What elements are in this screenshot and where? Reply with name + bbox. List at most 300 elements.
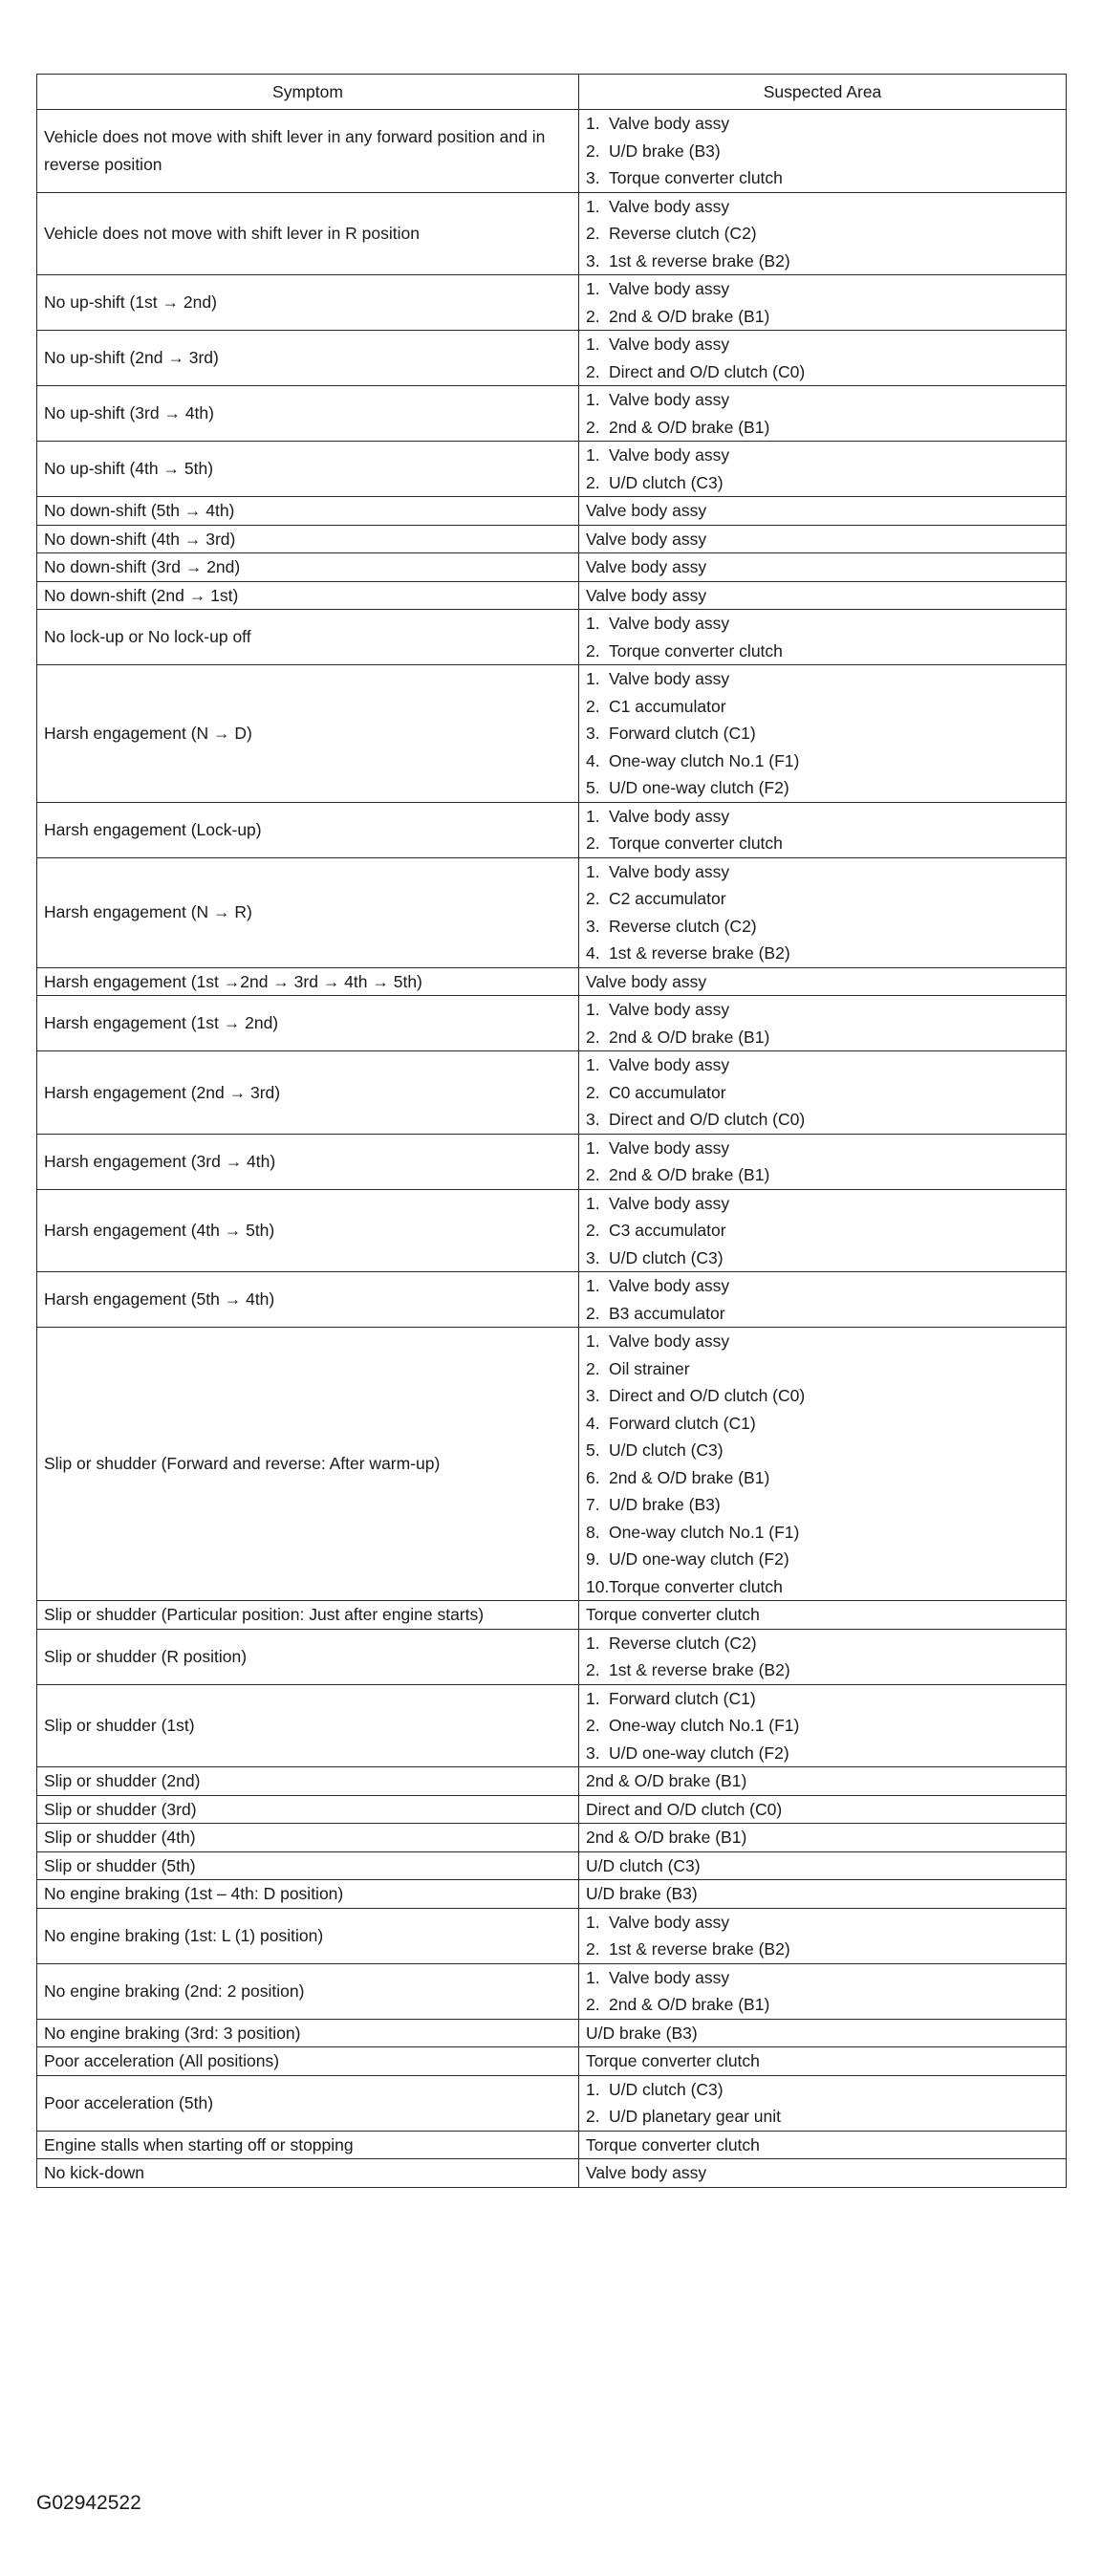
item-text: Direct and O/D clutch (C0) — [609, 1110, 806, 1129]
list-item — [586, 610, 1059, 638]
list-item — [586, 858, 1059, 886]
suspected-area-cell — [579, 1629, 1067, 1684]
list-item — [586, 1491, 1059, 1519]
suspected-area-cell: Torque converter clutch — [579, 1601, 1067, 1630]
item-text: Valve body assy — [609, 1055, 730, 1074]
item-number: 2. — [586, 1660, 600, 1679]
list-item — [586, 469, 1059, 497]
list-item — [586, 1328, 1059, 1355]
suspected-area-cell: Valve body assy — [579, 525, 1067, 553]
item-text: 1st & reverse brake (B2) — [609, 943, 790, 963]
item-text: Reverse clutch (C2) — [609, 1633, 757, 1653]
item-text: Torque converter clutch — [609, 833, 783, 853]
table-row — [37, 331, 1067, 386]
item-number: 1. — [586, 1688, 600, 1708]
suspected-area-cell — [579, 857, 1067, 967]
list-item — [586, 830, 1059, 857]
item-text: One-way clutch No.1 (F1) — [609, 1716, 800, 1735]
item-number: 9. — [586, 1549, 600, 1569]
suspected-area-list — [586, 996, 1059, 1050]
table-row — [37, 1629, 1067, 1684]
list-item — [586, 996, 1059, 1024]
table-row — [37, 1189, 1067, 1272]
table-row — [37, 442, 1067, 497]
suspected-area-cell: Valve body assy — [579, 581, 1067, 610]
item-number: 4. — [586, 1413, 600, 1433]
item-text: U/D clutch (C3) — [609, 1440, 724, 1460]
list-item — [586, 1355, 1059, 1383]
item-number: 1. — [586, 1276, 600, 1295]
list-item — [586, 358, 1059, 386]
list-item — [586, 248, 1059, 275]
table-row — [37, 1328, 1067, 1601]
suspected-area-list — [586, 1190, 1059, 1272]
item-text: Valve body assy — [609, 1331, 730, 1351]
suspected-area-list — [586, 386, 1059, 441]
item-number: 2. — [586, 1082, 600, 1102]
list-item — [586, 1382, 1059, 1410]
item-number: 6. — [586, 1467, 600, 1487]
list-item — [586, 164, 1059, 192]
list-item — [586, 1573, 1059, 1601]
list-item — [586, 885, 1059, 913]
item-number: 2. — [586, 1995, 600, 2014]
list-item — [586, 2103, 1059, 2131]
item-text: 2nd & O/D brake (B1) — [609, 1467, 770, 1487]
suspected-area-cell: U/D clutch (C3) — [579, 1851, 1067, 1880]
item-text: U/D clutch (C3) — [609, 2079, 724, 2099]
header-row — [37, 75, 1067, 110]
suspected-area-cell — [579, 331, 1067, 386]
suspected-area-cell — [579, 192, 1067, 275]
item-text: 2nd & O/D brake (B1) — [609, 306, 770, 326]
symptom-cell: No up-shift (2nd → 3rd) — [37, 331, 579, 386]
list-item — [586, 803, 1059, 831]
table-row — [37, 2159, 1067, 2188]
suspected-area-list — [586, 1328, 1059, 1600]
symptom-cell: Slip or shudder (Forward and reverse: After warm-up) — [37, 1328, 579, 1601]
item-number: 2. — [586, 1165, 600, 1184]
symptom-cell: Harsh engagement (4th → 5th) — [37, 1189, 579, 1272]
list-item — [586, 1024, 1059, 1051]
suspected-area-cell — [579, 2075, 1067, 2131]
symptom-cell: Vehicle does not move with shift lever in R position — [37, 192, 579, 275]
suspected-area-cell — [579, 665, 1067, 803]
item-text: Reverse clutch (C2) — [609, 224, 757, 243]
symptom-cell: Harsh engagement (N → D) — [37, 665, 579, 803]
item-text: 1st & reverse brake (B2) — [609, 250, 790, 271]
list-item — [586, 1712, 1059, 1740]
list-item — [586, 1630, 1059, 1657]
list-item — [586, 414, 1059, 442]
suspected-area-cell — [579, 386, 1067, 442]
suspected-area-list — [586, 803, 1059, 857]
list-item — [586, 110, 1059, 138]
item-number: 3. — [586, 724, 600, 743]
symptom-cell: Harsh engagement (1st → 2nd) — [37, 996, 579, 1051]
item-number: 4. — [586, 750, 600, 770]
table-row — [37, 581, 1067, 610]
table-row — [37, 610, 1067, 665]
symptom-cell: Harsh engagement (1st →2nd → 3rd → 4th → 5th) — [37, 967, 579, 996]
item-text: U/D one-way clutch (F2) — [609, 778, 789, 797]
item-text: C2 accumulator — [609, 889, 726, 908]
list-item — [586, 303, 1059, 331]
suspected-area-cell — [579, 1684, 1067, 1767]
table-row — [37, 192, 1067, 275]
symptom-cell: Harsh engagement (2nd → 3rd) — [37, 1051, 579, 1135]
item-text: Valve body assy — [609, 1912, 730, 1932]
item-text: Valve body assy — [609, 114, 730, 133]
symptom-cell: No up-shift (1st → 2nd) — [37, 275, 579, 331]
figure-id: G02942522 — [36, 2492, 141, 2514]
table-row — [37, 2131, 1067, 2159]
item-number: 1. — [586, 196, 600, 216]
item-text: Valve body assy — [609, 279, 730, 298]
list-item — [586, 1245, 1059, 1272]
table-row — [37, 1134, 1067, 1189]
list-item — [586, 693, 1059, 721]
list-item — [586, 1300, 1059, 1328]
item-number: 2. — [586, 1716, 600, 1735]
suspected-area-list — [586, 1964, 1059, 2019]
suspected-area-list — [586, 1135, 1059, 1189]
item-number: 2. — [586, 889, 600, 908]
item-text: Valve body assy — [609, 1193, 730, 1213]
suspected-area-cell: Torque converter clutch — [579, 2047, 1067, 2076]
list-item — [586, 1135, 1059, 1162]
suspected-area-cell: U/D brake (B3) — [579, 2019, 1067, 2047]
list-item — [586, 331, 1059, 358]
table-row — [37, 1051, 1067, 1135]
list-item — [586, 1685, 1059, 1713]
item-text: Valve body assy — [609, 669, 730, 688]
list-item — [586, 1106, 1059, 1134]
list-item — [586, 2076, 1059, 2104]
item-number: 3. — [586, 1110, 600, 1129]
suspected-area-cell: 2nd & O/D brake (B1) — [579, 1824, 1067, 1852]
item-text: Oil strainer — [609, 1358, 690, 1378]
item-text: U/D clutch (C3) — [609, 1247, 724, 1267]
table-row — [37, 1908, 1067, 1963]
suspected-area-list — [586, 442, 1059, 496]
list-item — [586, 386, 1059, 414]
suspected-area-cell — [579, 1963, 1067, 2019]
item-text: Valve body assy — [609, 1000, 730, 1019]
item-number: 2. — [586, 141, 600, 161]
item-text: Forward clutch (C1) — [609, 1688, 756, 1708]
item-number: 2. — [586, 361, 600, 381]
suspected-area-cell: Torque converter clutch — [579, 2131, 1067, 2159]
list-item — [586, 1410, 1059, 1438]
item-number: 1. — [586, 2079, 600, 2099]
symptom-cell: Poor acceleration (All positions) — [37, 2047, 579, 2076]
item-text: 2nd & O/D brake (B1) — [609, 1027, 770, 1047]
suspected-area-list — [586, 110, 1059, 192]
table-row — [37, 802, 1067, 857]
item-number: 2. — [586, 1221, 600, 1240]
item-number: 2. — [586, 224, 600, 243]
item-number: 1. — [586, 1137, 600, 1158]
item-number: 1. — [586, 1633, 600, 1653]
item-text: One-way clutch No.1 (F1) — [609, 1522, 800, 1542]
suspected-area-cell — [579, 1189, 1067, 1272]
list-item — [586, 638, 1059, 665]
item-text: Valve body assy — [609, 614, 730, 633]
item-text: Valve body assy — [609, 861, 730, 881]
suspected-area-cell — [579, 996, 1067, 1051]
suspected-area-cell — [579, 275, 1067, 331]
symptom-cell: Slip or shudder (R position) — [37, 1629, 579, 1684]
list-item — [586, 1991, 1059, 2019]
item-number: 3. — [586, 250, 600, 271]
item-number: 2. — [586, 306, 600, 326]
table-row — [37, 497, 1067, 526]
symptom-cell: No down-shift (3rd → 2nd) — [37, 553, 579, 582]
item-text: U/D one-way clutch (F2) — [609, 1549, 789, 1569]
item-number: 2. — [586, 1358, 600, 1378]
list-item — [586, 1656, 1059, 1684]
list-item — [586, 747, 1059, 775]
suspected-area-list — [586, 1051, 1059, 1134]
list-item — [586, 442, 1059, 469]
list-item — [586, 940, 1059, 967]
suspected-area-list — [586, 610, 1059, 664]
symptom-cell: No engine braking (1st: L (1) position) — [37, 1908, 579, 1963]
item-text: Valve body assy — [609, 335, 730, 354]
list-item — [586, 1272, 1059, 1300]
symptom-cell: No kick-down — [37, 2159, 579, 2188]
item-text: Valve body assy — [609, 806, 730, 826]
item-number: 1. — [586, 1967, 600, 1987]
table-row — [37, 967, 1067, 996]
item-text: C3 accumulator — [609, 1221, 726, 1240]
suspected-area-cell — [579, 610, 1067, 665]
item-number: 2. — [586, 1027, 600, 1047]
table-row — [37, 386, 1067, 442]
item-text: 1st & reverse brake (B2) — [609, 1939, 790, 1959]
suspected-area-cell: Direct and O/D clutch (C0) — [579, 1795, 1067, 1824]
diagnosis-table — [36, 74, 1067, 2188]
item-text: 1st & reverse brake (B2) — [609, 1660, 790, 1679]
suspected-area-cell — [579, 1908, 1067, 1963]
item-text: C1 accumulator — [609, 696, 726, 716]
item-text: Torque converter clutch — [609, 1576, 783, 1596]
item-number: 1. — [586, 279, 600, 298]
symptom-cell: No engine braking (3rd: 3 position) — [37, 2019, 579, 2047]
suspected-area-cell: Valve body assy — [579, 967, 1067, 996]
table-body — [37, 110, 1067, 2188]
table-row — [37, 1601, 1067, 1630]
suspected-area-list — [586, 858, 1059, 967]
suspected-area-list — [586, 1630, 1059, 1684]
item-number: 1. — [586, 390, 600, 409]
item-number: 4. — [586, 943, 600, 963]
list-item — [586, 1936, 1059, 1963]
item-number: 8. — [586, 1522, 600, 1542]
item-number: 3. — [586, 168, 600, 187]
list-item — [586, 1161, 1059, 1189]
symptom-cell: No up-shift (4th → 5th) — [37, 442, 579, 497]
item-text: One-way clutch No.1 (F1) — [609, 750, 800, 770]
item-number: 1. — [586, 669, 600, 688]
item-number: 2. — [586, 833, 600, 853]
list-item — [586, 1217, 1059, 1245]
item-text: U/D one-way clutch (F2) — [609, 1743, 789, 1763]
item-number: 2. — [586, 417, 600, 437]
symptom-cell: No engine braking (1st – 4th: D position) — [37, 1880, 579, 1909]
list-item — [586, 1546, 1059, 1573]
item-number: 2. — [586, 2107, 600, 2126]
item-text: Valve body assy — [609, 1137, 730, 1158]
item-number: 3. — [586, 1386, 600, 1405]
suspected-area-cell — [579, 1328, 1067, 1601]
suspected-area-cell: U/D brake (B3) — [579, 1880, 1067, 1909]
item-number: 3. — [586, 1743, 600, 1763]
symptom-cell: No down-shift (4th → 3rd) — [37, 525, 579, 553]
suspected-area-cell — [579, 1051, 1067, 1135]
item-number: 1. — [586, 1331, 600, 1351]
table-row — [37, 665, 1067, 803]
symptom-cell: Harsh engagement (Lock-up) — [37, 802, 579, 857]
symptom-cell: Engine stalls when starting off or stopping — [37, 2131, 579, 2159]
suspected-area-cell — [579, 110, 1067, 193]
list-item — [586, 1740, 1059, 1767]
item-text: Direct and O/D clutch (C0) — [609, 361, 806, 381]
symptom-cell: Harsh engagement (N → R) — [37, 857, 579, 967]
suspected-area-list — [586, 1685, 1059, 1767]
item-text: U/D clutch (C3) — [609, 472, 724, 492]
suspected-area-list — [586, 665, 1059, 802]
symptom-cell: No down-shift (2nd → 1st) — [37, 581, 579, 610]
symptom-cell: Slip or shudder (5th) — [37, 1851, 579, 1880]
table-row — [37, 1824, 1067, 1852]
list-item — [586, 774, 1059, 802]
list-item — [586, 1519, 1059, 1547]
symptom-cell: Slip or shudder (Particular position: Just after engine starts) — [37, 1601, 579, 1630]
suspected-area-list — [586, 1909, 1059, 1963]
item-number: 1. — [586, 335, 600, 354]
suspected-area-cell: Valve body assy — [579, 497, 1067, 526]
item-number: 1. — [586, 114, 600, 133]
item-text: Valve body assy — [609, 1276, 730, 1295]
table-row — [37, 110, 1067, 193]
table-row — [37, 2047, 1067, 2076]
table-row — [37, 275, 1067, 331]
table-row — [37, 1795, 1067, 1824]
item-number: 3. — [586, 916, 600, 936]
suspected-area-cell — [579, 442, 1067, 497]
symptom-cell: No up-shift (3rd → 4th) — [37, 386, 579, 442]
table-row — [37, 2019, 1067, 2047]
list-item — [586, 193, 1059, 221]
item-number: 7. — [586, 1495, 600, 1514]
list-item — [586, 1909, 1059, 1937]
symptom-cell: Poor acceleration (5th) — [37, 2075, 579, 2131]
item-text: Forward clutch (C1) — [609, 1413, 756, 1433]
item-number: 5. — [586, 1440, 600, 1460]
item-text: Valve body assy — [609, 390, 730, 409]
item-number: 2. — [586, 1303, 600, 1323]
table-row — [37, 2075, 1067, 2131]
symptom-cell: Slip or shudder (1st) — [37, 1684, 579, 1767]
item-text: U/D brake (B3) — [609, 141, 721, 161]
table-row — [37, 996, 1067, 1051]
list-item — [586, 1051, 1059, 1079]
symptom-cell: Slip or shudder (4th) — [37, 1824, 579, 1852]
list-item — [586, 1079, 1059, 1107]
table-row — [37, 525, 1067, 553]
item-number: 1. — [586, 1193, 600, 1213]
symptom-cell: Vehicle does not move with shift lever in any forward position and in reverse position — [37, 110, 579, 193]
item-text: 2nd & O/D brake (B1) — [609, 1165, 770, 1184]
suspected-area-cell — [579, 1272, 1067, 1328]
symptom-cell: Harsh engagement (3rd → 4th) — [37, 1134, 579, 1189]
list-item — [586, 665, 1059, 693]
item-text: U/D brake (B3) — [609, 1495, 721, 1514]
symptom-cell: No down-shift (5th → 4th) — [37, 497, 579, 526]
item-text: Torque converter clutch — [609, 640, 783, 660]
item-text: B3 accumulator — [609, 1303, 725, 1323]
symptom-header: Symptom — [37, 75, 579, 110]
item-text: Valve body assy — [609, 1967, 730, 1987]
list-item — [586, 1964, 1059, 1992]
item-number: 5. — [586, 778, 600, 797]
item-text: C0 accumulator — [609, 1082, 726, 1102]
item-number: 1. — [586, 1912, 600, 1932]
suspected-area-cell: Valve body assy — [579, 553, 1067, 582]
item-text: Valve body assy — [609, 445, 730, 465]
list-item — [586, 275, 1059, 303]
suspected-area-cell: Valve body assy — [579, 2159, 1067, 2188]
suspected-area-cell: 2nd & O/D brake (B1) — [579, 1767, 1067, 1796]
suspected-area-list — [586, 1272, 1059, 1327]
item-number: 2. — [586, 696, 600, 716]
item-text: Forward clutch (C1) — [609, 724, 756, 743]
item-number: 2. — [586, 1939, 600, 1959]
table-row — [37, 1963, 1067, 2019]
list-item — [586, 1437, 1059, 1464]
item-number: 1. — [586, 445, 600, 465]
item-text: U/D planetary gear unit — [609, 2107, 781, 2126]
table-row — [37, 1767, 1067, 1796]
suspected-area-list — [586, 331, 1059, 385]
table-row — [37, 1272, 1067, 1328]
list-item — [586, 220, 1059, 248]
item-text: Torque converter clutch — [609, 168, 783, 187]
suspected-area-list — [586, 193, 1059, 275]
item-text: 2nd & O/D brake (B1) — [609, 417, 770, 437]
item-text: Reverse clutch (C2) — [609, 916, 757, 936]
table-row — [37, 1880, 1067, 1909]
suspected-area-cell — [579, 802, 1067, 857]
list-item — [586, 1464, 1059, 1492]
item-number: 1. — [586, 1000, 600, 1019]
item-number: 2. — [586, 640, 600, 660]
suspected-area-list — [586, 275, 1059, 330]
table-row — [37, 1851, 1067, 1880]
table-row — [37, 553, 1067, 582]
symptom-cell: No lock-up or No lock-up off — [37, 610, 579, 665]
suspected-area-cell — [579, 1134, 1067, 1189]
suspected-area-header: Suspected Area — [579, 75, 1067, 110]
item-number: 2. — [586, 472, 600, 492]
item-number: 10. — [586, 1576, 610, 1596]
item-number: 3. — [586, 1247, 600, 1267]
symptom-cell: Slip or shudder (2nd) — [37, 1767, 579, 1796]
suspected-area-list — [586, 2076, 1059, 2131]
item-number: 1. — [586, 806, 600, 826]
